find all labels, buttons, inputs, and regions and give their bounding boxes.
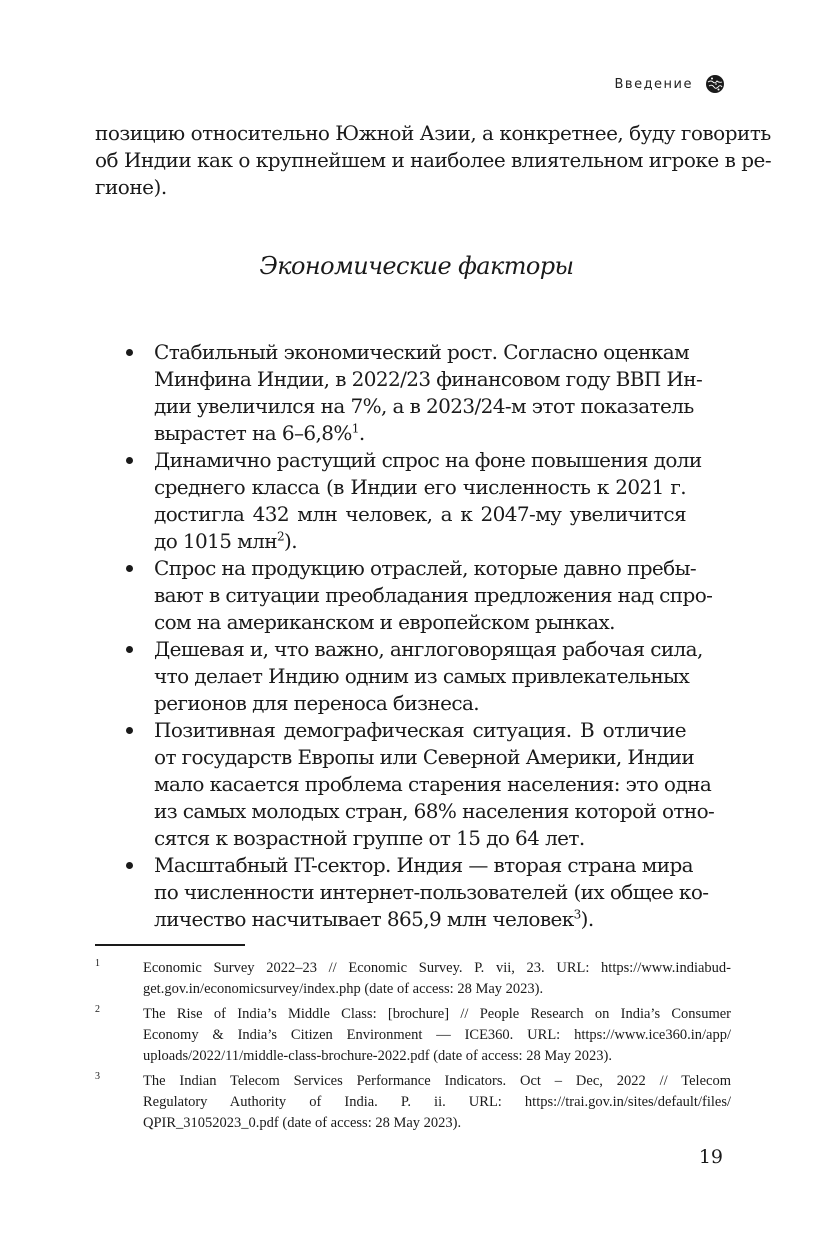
bullet-line (154, 528, 686, 555)
footnote-line: get.gov.in/economicsurvey/index.php (date of access: 28 May 2023). (143, 981, 544, 997)
page-number: 19 (698, 1146, 723, 1168)
bullet-line: Дешевая и, что важно, англоговорящая рабочая сила, (154, 637, 703, 661)
footnote (95, 958, 731, 1000)
bullet-line: Минфина Индии, в 2022/23 финансовом году ВВП Ин- (154, 367, 703, 391)
bullet-line (154, 420, 686, 447)
footnote (95, 1071, 731, 1134)
bullet-line (154, 906, 686, 933)
footnote-divider (95, 944, 245, 946)
footnote-number: 1 (95, 958, 100, 969)
footnote-line: Economy & India’s Citizen Environment — ICE360. URL: https://www.ice360.in/app/ (143, 1027, 731, 1043)
bullet-item (126, 717, 715, 852)
bullet-line: дии увеличился на 7%, а в 2023/24-м этот показатель (154, 394, 694, 418)
bullet-line: мало касается проблема старения населения: это одна (154, 772, 712, 796)
footnote-ref: 1 (351, 421, 359, 436)
footnotes (95, 958, 731, 1138)
bullet-dot-icon (126, 646, 133, 653)
bullet-line-tail: ). (284, 529, 297, 553)
intro-paragraph (95, 120, 772, 201)
bullet-line: достигла 432 млн человек, а к 2047-му увеличится (154, 502, 686, 526)
bullet-item (126, 636, 703, 717)
footnote-line: QPIR_31052023_0.pdf (date of access: 28 May 2023). (143, 1115, 462, 1131)
intro-line: позицию относительно Южной Азии, а конкретнее, буду говорить (95, 121, 771, 145)
intro-line: гионе). (95, 175, 167, 199)
section-heading: Экономические факторы (259, 252, 574, 280)
bullet-line: Масштабный IT-сектор. Индия — вторая страна мира (154, 853, 693, 877)
footnote (95, 1004, 731, 1067)
bullet-line: регионов для переноса бизнеса. (154, 691, 480, 715)
bullet-list (126, 339, 715, 933)
bullet-line: Позитивная демографическая ситуация. В отличие (154, 718, 686, 742)
bullet-line-tail: . (358, 421, 365, 445)
bullet-line: сятся к возрастной группе от 15 до 64 лет. (154, 826, 585, 850)
bullet-line: из самых молодых стран, 68% населения которой отно- (154, 799, 715, 823)
bullet-item (126, 447, 702, 555)
bullet-line-tail: ). (580, 907, 594, 931)
bullet-item (126, 555, 713, 636)
bullet-line: среднего класса (в Индии его численность к 2021 г. (154, 475, 686, 499)
bullet-item (126, 852, 709, 933)
bullet-dot-icon (126, 457, 133, 464)
bullet-item (126, 339, 703, 447)
globe-ornament-icon (705, 74, 725, 94)
bullet-dot-icon (126, 862, 133, 869)
bullet-line-text: личество насчитывает 865,9 млн человек (154, 907, 574, 931)
bullet-dot-icon (126, 565, 133, 572)
bullet-dot-icon (126, 727, 133, 734)
bullet-line: от государств Европы или Северной Америки, Индии (154, 745, 695, 769)
bullet-line: сом на американском и европейском рынках. (154, 610, 615, 634)
bullet-line: по численности интернет-пользователей (их общее ко- (154, 880, 709, 904)
footnote-ref: 2 (276, 529, 285, 544)
footnote-line: The Rise of India’s Middle Class: [brochure] // People Research on India’s Consumer (143, 1006, 731, 1022)
bullet-line: что делает Индию одним из самых привлекательных (154, 664, 690, 688)
bullet-line: Спрос на продукцию отраслей, которые давно пребы- (154, 556, 697, 580)
footnote-line: Regulatory Authority of India. P. ii. URL: https://trai.gov.in/sites/default/files/ (143, 1094, 731, 1110)
bullet-line: Стабильный экономический рост. Согласно оценкам (154, 340, 690, 364)
bullet-dot-icon (126, 349, 133, 356)
footnote-line: Economic Survey 2022–23 // Economic Survey. P. vii, 23. URL: https://www.indiabud- (143, 960, 731, 976)
footnote-line: uploads/2022/11/middle-class-brochure-2022.pdf (date of access: 28 May 2023). (143, 1048, 612, 1064)
bullet-line-text: до 1015 млн (154, 529, 277, 553)
bullet-line: вают в ситуации преобладания предложения над спро- (154, 583, 713, 607)
intro-line: об Индии как о крупнейшем и наиболее влиятельном игроке в ре- (95, 148, 772, 172)
footnote-number: 2 (95, 1004, 100, 1015)
footnote-ref: 3 (573, 907, 581, 922)
running-header (614, 74, 725, 94)
footnote-number: 3 (95, 1071, 100, 1082)
bullet-line-text: вырастет на 6–6,8% (154, 421, 352, 445)
bullet-line: Динамично растущий спрос на фоне повышения доли (154, 448, 702, 472)
running-header-title: Введение (614, 76, 693, 92)
footnote-line: The Indian Telecom Services Performance Indicators. Oct – Dec, 2022 // Telecom (143, 1073, 731, 1089)
